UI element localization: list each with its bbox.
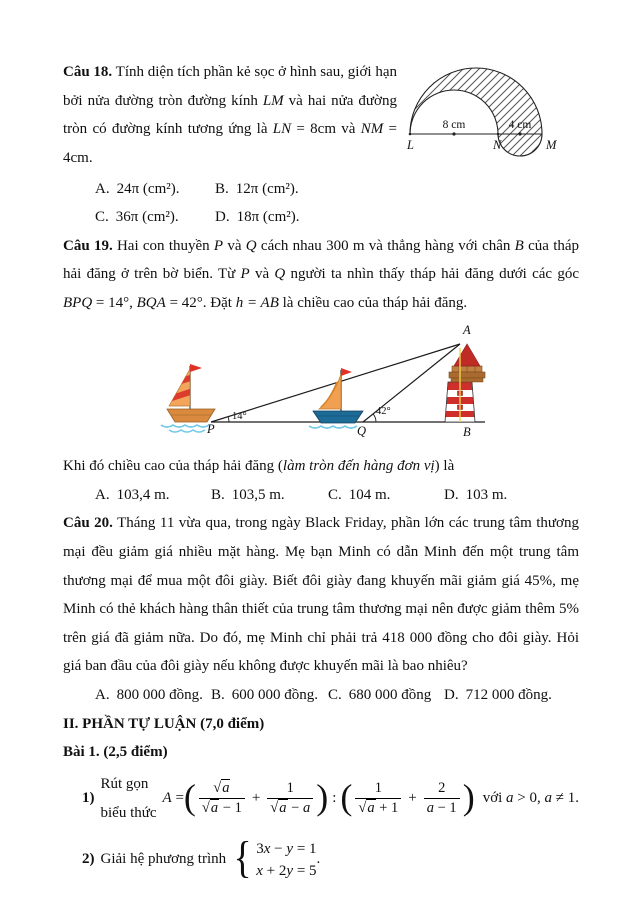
question-19-text: Câu 19. Hai con thuyền P và Q cách nhau 300 m và thẳng hàng với chân B của tháp hải đăng ở trên bờ biển. Từ P và Q người ta nhìn thấy tháp hải đăng dưới các góc BPQ = 14°, BQA = 42°. Đặt h = AB là chiều cao của tháp hải đăng. [63,237,580,311]
semicircles-figure-svg [399,60,579,164]
water-waves-left-2 [169,430,205,432]
point-label-l: L [407,138,414,152]
question-20-label: Câu 20. [63,515,113,532]
option-19b: B. 103,5 m. [211,486,285,503]
question-18-options-row-2 [63,203,579,232]
var-nm: NM [360,121,384,138]
option-18c: C. 36π (cm²). [95,209,179,226]
option-20d: D. 712 000 đồng. [444,686,552,703]
lighthouse-roof [454,344,480,366]
question-18-text: Câu 18. Tính diện tích phần kẻ sọc ở hình sau, giới hạn bởi nửa đường tròn đường kính LM và hai nửa đường tròn có đường kính tương ứng là LN = 8cm và NM = 4cm. [63,64,397,166]
point-n-dot [497,133,500,136]
angle-arc-p [228,416,229,422]
problem-1-part-2 [63,831,579,889]
midpoint-dot-nm [518,132,521,135]
part-2-number: 2) [82,851,95,868]
system-equations-column [256,838,316,882]
problem-1-title: Bài 1. (2,5 điểm) [63,744,168,761]
document-body [63,58,579,889]
option-20b: B. 600 000 đồng. [211,686,319,703]
equation-1: 3x − y = 1 [256,840,317,857]
hull-middle [313,411,363,423]
option-19a: A. 103,4 m. [95,486,170,503]
question-19-label: Câu 19. [63,237,113,254]
question-19-conclusion: Khi đó chiều cao của tháp hải đăng (làm tròn đến hàng đơn vị) là [63,458,455,475]
option-20c: C. 680 000 đồng [328,686,432,703]
point-label-n: N [493,138,502,152]
midpoint-dot-ln [452,132,455,135]
question-19-options [63,481,579,510]
problem-1-part-1 [63,771,579,827]
label-8cm: 8 cm [442,119,466,131]
water-waves-middle [309,426,357,428]
part-2-lead: Giải hệ phương trình [100,851,227,868]
part-1-number: 1) [82,790,95,807]
system-of-equations: { 3x − y = 1 x + 2y = 5 . [233,832,321,882]
option-20a: A. 800 000 đồng. [95,686,203,703]
fraction-1: $\frac{√a}{√a - 1}$ [199,779,245,818]
section-2-title: II. PHẦN TỰ LUẬN (7,0 điểm) [63,715,265,732]
fraction-3: $\frac{1}{√a + 1}$ [355,779,401,818]
sqrt-a: √a [358,800,375,817]
option-19d: D. 103 m. [444,486,508,503]
lighthouse-figure [133,322,579,451]
lighthouse [443,344,485,422]
water-waves-left [161,425,209,427]
flag-middle [341,368,352,376]
sqrt-a: √a [201,800,219,817]
option-18a: A. 24π (cm²). [95,180,180,197]
gallery-ledge [451,378,483,382]
sail-middle [319,374,341,409]
point-label-q: Q [357,423,367,438]
option-19c: C. 104 m. [328,486,391,503]
option-18d: D. 18π (cm²). [215,209,300,226]
condition-text: với a > 0, a ≠ 1. [482,790,579,807]
question-20-options [63,681,579,710]
part-1-lead: Rút gọn biểu thức [100,776,157,821]
expression-a: A = ( $\frac{√a}{√a - 1}$ + $\frac{1}{√a - a}$ ) : ( $\frac{1}{√a + 1}$ + $\frac{2}{a - 1}$ ) [162,776,475,817]
question-18-options-row-1 [63,175,579,204]
sqrt-a: √a [213,780,230,797]
var-lm: LM [262,92,284,109]
option-18b: B. 12π (cm²). [215,180,299,197]
point-l-dot [409,133,412,136]
hull-left [167,409,215,422]
equation-2: x + 2y = 5 [256,862,317,879]
fraction-2: $\frac{1}{√a - a}$ [267,779,313,818]
question-18 [63,58,579,175]
point-label-b: B [463,424,471,439]
point-label-p: P [207,421,215,436]
angle-label-14: 14° [232,410,247,422]
point-label-a: A [463,322,471,337]
var-ln: LN [272,121,292,138]
fraction-4: $\frac{2}{a - 1}$ [424,779,460,818]
system-period: . [316,851,321,868]
angle-label-42: 42° [376,405,391,417]
label-4cm: 4 cm [508,119,532,131]
lighthouse-figure-svg [133,322,493,440]
semicircles-figure [399,60,579,175]
question-20-text: Câu 20. Tháng 11 vừa qua, trong ngày Black Friday, phần lớn các trung tâm thương mại đều giảm giá nhiều mặt hàng. Mẹ bạn Minh có dẫn Minh đến một trung tâm thương mại để mua một đôi giày. Biết đôi giày đang khuyến mãi giảm giá 45%, mẹ Minh có thẻ khách hàng thân thiết của trung tâm thương mại nên được giảm thêm 5% trên giá đã giảm nữa. Do đó, mẹ Minh chỉ phải trả 418 000 đồng cho đôi giày. Hỏi giá ban đầu của đôi giày nếu không được khuyến mãi là bao nhiêu? [63,515,579,675]
flag-left [190,364,202,372]
question-18-label: Câu 18. [63,64,113,80]
gallery-deck [449,372,485,378]
hatched-region [410,68,542,156]
sqrt-a: √a [270,800,287,817]
point-label-m: M [546,138,557,152]
sight-line-pa [211,344,460,422]
